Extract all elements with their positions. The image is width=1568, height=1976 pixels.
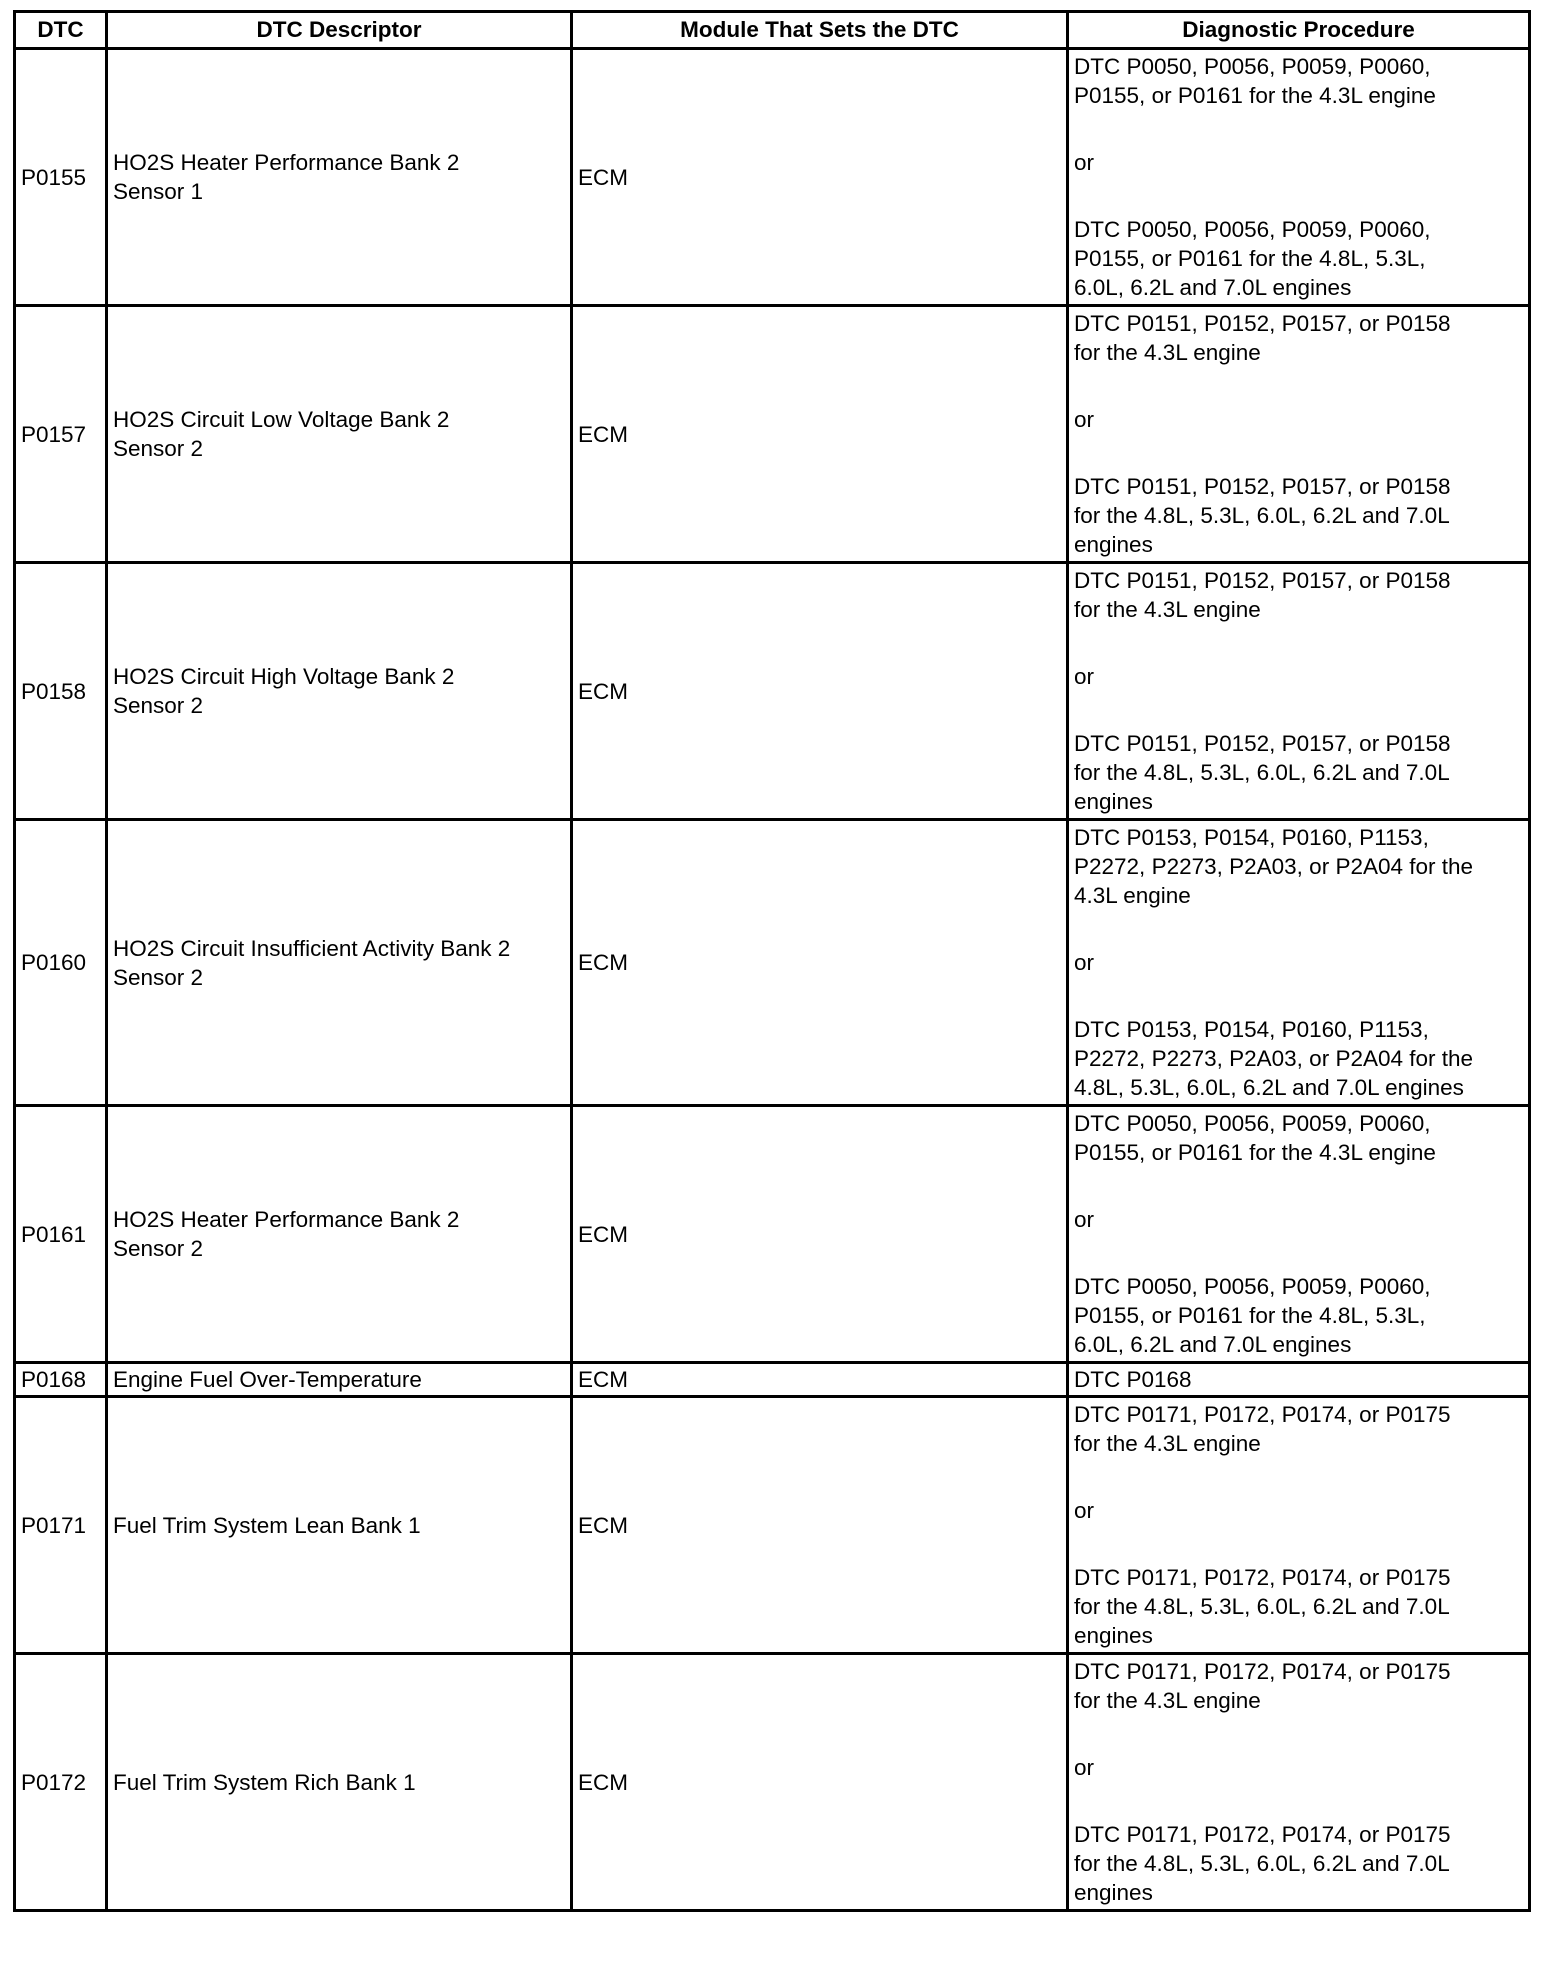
- procedure-link[interactable]: engines: [1074, 1623, 1153, 1648]
- diagnostic-procedure: [1068, 49, 1530, 306]
- descriptor-line: Sensor 2: [113, 693, 204, 718]
- descriptor-line: HO2S Circuit Insufficient Activity Bank 2: [113, 935, 511, 961]
- procedure-link[interactable]: DTC P0151, P0152, P0157, or P0158: [1074, 731, 1451, 756]
- procedure-link[interactable]: 4.8L, 5.3L, 6.0L, 6.2L and 7.0L engines: [1074, 1075, 1464, 1100]
- procedure-link[interactable]: for the 4.8L, 5.3L, 6.0L, 6.2L and 7.0L: [1074, 1594, 1450, 1619]
- or-separator: or: [1074, 1755, 1095, 1780]
- table-row: [15, 1106, 1530, 1363]
- descriptor-line: Sensor 2: [113, 436, 204, 461]
- procedure-link[interactable]: P0155, or P0161 for the 4.3L engine: [1074, 1140, 1436, 1165]
- or-separator: or: [1074, 664, 1095, 689]
- descriptor-line: Sensor 1: [113, 179, 204, 204]
- diagnostic-procedure: [1068, 1363, 1530, 1397]
- diagnostic-procedure: [1068, 820, 1530, 1106]
- procedure-link[interactable]: 6.0L, 6.2L and 7.0L engines: [1074, 275, 1352, 300]
- procedure-link[interactable]: DTC P0171, P0172, P0174, or P0175: [1074, 1659, 1451, 1684]
- procedure-link[interactable]: for the 4.3L engine: [1074, 597, 1261, 622]
- module: ECM: [572, 820, 1068, 1106]
- procedure-link[interactable]: DTC P0050, P0056, P0059, P0060,: [1074, 217, 1431, 242]
- spacer: [1074, 1458, 1523, 1496]
- spacer: [1074, 177, 1523, 215]
- module: ECM: [572, 563, 1068, 820]
- spacer: [1074, 1715, 1523, 1753]
- spacer: [1074, 910, 1523, 948]
- dtc-code: P0172: [15, 1654, 107, 1911]
- dtc-descriptor: [107, 49, 572, 306]
- procedure-link[interactable]: DTC P0050, P0056, P0059, P0060,: [1074, 54, 1431, 79]
- spacer: [1074, 1525, 1523, 1563]
- dtc-code: P0168: [15, 1363, 107, 1397]
- module: ECM: [572, 306, 1068, 563]
- dtc-code: P0155: [15, 49, 107, 306]
- dtc-descriptor: [107, 1106, 572, 1363]
- procedure-link[interactable]: DTC P0151, P0152, P0157, or P0158: [1074, 568, 1451, 593]
- table-row: [15, 1363, 1530, 1397]
- table-row: [15, 306, 1530, 563]
- diagnostic-procedure: [1068, 1654, 1530, 1911]
- procedure-link[interactable]: DTC P0171, P0172, P0174, or P0175: [1074, 1565, 1451, 1590]
- procedure-link[interactable]: DTC P0151, P0152, P0157, or P0158: [1074, 311, 1451, 336]
- procedure-link[interactable]: P0155, or P0161 for the 4.3L engine: [1074, 83, 1436, 108]
- procedure-link[interactable]: engines: [1074, 789, 1153, 814]
- procedure-link[interactable]: P2272, P2273, P2A03, or P2A04 for the: [1074, 854, 1474, 879]
- or-separator: or: [1074, 950, 1095, 975]
- module: ECM: [572, 49, 1068, 306]
- spacer: [1074, 1234, 1523, 1272]
- diagnostic-procedure: [1068, 563, 1530, 820]
- spacer: [1074, 624, 1523, 662]
- spacer: [1074, 977, 1523, 1015]
- header-procedure: Diagnostic Procedure: [1068, 12, 1530, 49]
- procedure-link[interactable]: 6.0L, 6.2L and 7.0L engines: [1074, 1332, 1352, 1357]
- procedure-link[interactable]: DTC P0151, P0152, P0157, or P0158: [1074, 474, 1451, 499]
- procedure-link[interactable]: for the 4.3L engine: [1074, 340, 1261, 365]
- procedure-link[interactable]: DTC P0168: [1074, 1367, 1192, 1392]
- procedure-link[interactable]: for the 4.8L, 5.3L, 6.0L, 6.2L and 7.0L: [1074, 1851, 1450, 1876]
- descriptor-line: Fuel Trim System Lean Bank 1: [113, 1512, 421, 1538]
- descriptor-line: Engine Fuel Over-Temperature: [113, 1367, 422, 1392]
- procedure-link[interactable]: DTC P0050, P0056, P0059, P0060,: [1074, 1111, 1431, 1136]
- diagnostic-procedure: [1068, 1106, 1530, 1363]
- procedure-link[interactable]: engines: [1074, 532, 1153, 557]
- spacer: [1074, 110, 1523, 148]
- header-dtc: DTC: [15, 12, 107, 49]
- or-separator: or: [1074, 1498, 1095, 1523]
- spacer: [1074, 1167, 1523, 1205]
- or-separator: or: [1074, 1207, 1095, 1232]
- procedure-link[interactable]: 4.3L engine: [1074, 883, 1191, 908]
- dtc-code: P0171: [15, 1397, 107, 1654]
- dtc-descriptor: [107, 563, 572, 820]
- descriptor-line: Sensor 2: [113, 964, 204, 990]
- header-descriptor: DTC Descriptor: [107, 12, 572, 49]
- descriptor-line: HO2S Circuit High Voltage Bank 2: [113, 664, 455, 689]
- descriptor-line: HO2S Circuit Low Voltage Bank 2: [113, 407, 450, 432]
- procedure-link[interactable]: for the 4.3L engine: [1074, 1431, 1261, 1456]
- dtc-descriptor: [107, 306, 572, 563]
- module: ECM: [572, 1397, 1068, 1654]
- spacer: [1074, 434, 1523, 472]
- table-row: [15, 1397, 1530, 1654]
- spacer: [1074, 691, 1523, 729]
- procedure-link[interactable]: engines: [1074, 1880, 1153, 1905]
- spacer: [1074, 1782, 1523, 1820]
- descriptor-line: HO2S Heater Performance Bank 2: [113, 1207, 460, 1232]
- header-module: Module That Sets the DTC: [572, 12, 1068, 49]
- diagnostic-procedure: [1068, 1397, 1530, 1654]
- procedure-link[interactable]: P0155, or P0161 for the 4.8L, 5.3L,: [1074, 246, 1426, 271]
- procedure-link[interactable]: DTC P0153, P0154, P0160, P1153,: [1074, 1017, 1429, 1042]
- table-row: [15, 1654, 1530, 1911]
- dtc-code: P0157: [15, 306, 107, 563]
- dtc-code: P0161: [15, 1106, 107, 1363]
- table-row: [15, 563, 1530, 820]
- dtc-table: [13, 10, 1531, 1912]
- descriptor-line: Sensor 2: [113, 1236, 204, 1261]
- procedure-link[interactable]: for the 4.3L engine: [1074, 1688, 1261, 1713]
- procedure-link[interactable]: for the 4.8L, 5.3L, 6.0L, 6.2L and 7.0L: [1074, 760, 1450, 785]
- table-row: [15, 820, 1530, 1106]
- header-row: [15, 12, 1530, 49]
- procedure-link[interactable]: P2272, P2273, P2A03, or P2A04 for the: [1074, 1046, 1474, 1071]
- diagnostic-procedure: [1068, 306, 1530, 563]
- procedure-link[interactable]: DTC P0050, P0056, P0059, P0060,: [1074, 1274, 1431, 1299]
- procedure-link[interactable]: DTC P0171, P0172, P0174, or P0175: [1074, 1402, 1451, 1427]
- module: ECM: [572, 1654, 1068, 1911]
- dtc-code: P0158: [15, 563, 107, 820]
- module: ECM: [572, 1363, 1068, 1397]
- dtc-descriptor: [107, 820, 572, 1106]
- descriptor-line: Fuel Trim System Rich Bank 1: [113, 1769, 416, 1795]
- descriptor-line: HO2S Heater Performance Bank 2: [113, 150, 460, 175]
- or-separator: or: [1074, 407, 1095, 432]
- module: ECM: [572, 1106, 1068, 1363]
- spacer: [1074, 367, 1523, 405]
- dtc-descriptor: [107, 1654, 572, 1911]
- dtc-descriptor: [107, 1397, 572, 1654]
- dtc-descriptor: [107, 1363, 572, 1397]
- procedure-link[interactable]: DTC P0153, P0154, P0160, P1153,: [1074, 825, 1429, 850]
- procedure-link[interactable]: P0155, or P0161 for the 4.8L, 5.3L,: [1074, 1303, 1426, 1328]
- procedure-link[interactable]: DTC P0171, P0172, P0174, or P0175: [1074, 1822, 1451, 1847]
- or-separator: or: [1074, 150, 1095, 175]
- dtc-code: P0160: [15, 820, 107, 1106]
- procedure-link[interactable]: for the 4.8L, 5.3L, 6.0L, 6.2L and 7.0L: [1074, 503, 1450, 528]
- table-row: [15, 49, 1530, 306]
